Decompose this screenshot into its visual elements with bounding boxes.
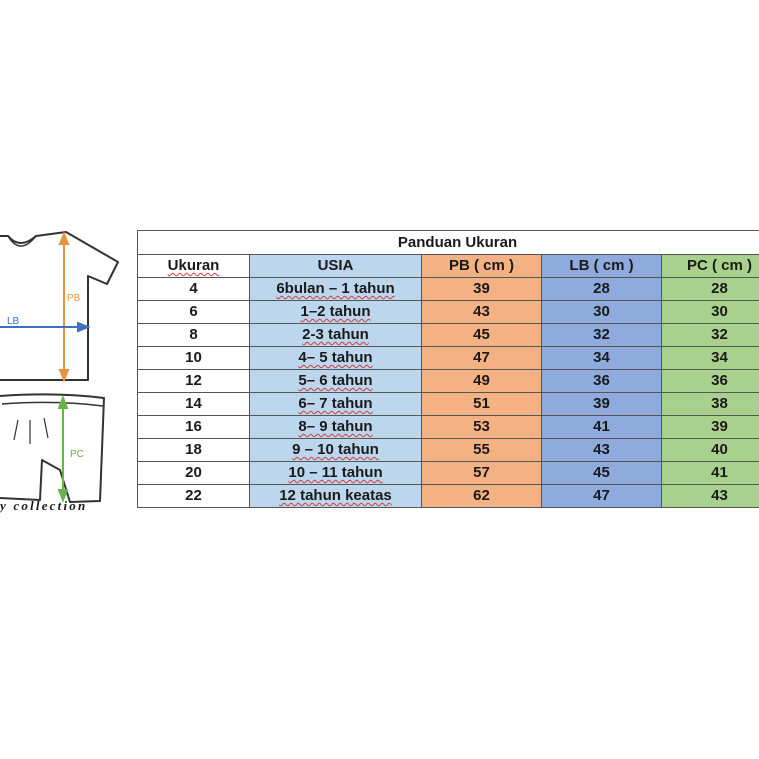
table-body [138,278,759,508]
cell-pb: 57 [422,462,542,485]
cell-usia [250,278,422,301]
cell-pb: 51 [422,393,542,416]
cell-lb: 30 [542,301,662,324]
cell-lb: 34 [542,347,662,370]
cell-usia-text: 6bulan – 1 tahun [276,280,395,297]
cell-usia [250,462,422,485]
cell-pc: 40 [662,439,759,462]
cell-pc: 43 [662,485,759,508]
table-title-row [138,231,759,255]
cell-usia [250,347,422,370]
cell-pb: 43 [422,301,542,324]
table-title: Panduan Ukuran [138,231,759,255]
cell-usia [250,416,422,439]
cell-usia-text: 1–2 tahun [300,303,371,320]
pb-measure-arrow [60,234,68,380]
cell-pb: 49 [422,370,542,393]
cell-ukuran: 6 [138,301,250,324]
brand-watermark: y collection [0,498,88,513]
cell-ukuran: 14 [138,393,250,416]
table-row [138,439,759,462]
tshirt-icon [0,232,118,380]
header-ukuran [138,255,250,278]
cell-ukuran: 10 [138,347,250,370]
cell-lb: 28 [542,278,662,301]
cell-pc: 39 [662,416,759,439]
cell-usia [250,324,422,347]
cell-usia [250,439,422,462]
cell-usia-text: 5– 6 tahun [298,372,373,389]
cell-lb: 43 [542,439,662,462]
header-usia: USIA [250,255,422,278]
cell-pb: 62 [422,485,542,508]
cell-ukuran: 18 [138,439,250,462]
table-row [138,370,759,393]
cell-pc: 32 [662,324,759,347]
table-row [138,347,759,370]
cell-lb: 45 [542,462,662,485]
header-ukuran-label: Ukuran [167,257,220,274]
cell-pc: 38 [662,393,759,416]
cell-usia-text: 6– 7 tahun [298,395,373,412]
cell-pb: 45 [422,324,542,347]
header-pc: PC ( cm ) [662,255,759,278]
cell-lb: 36 [542,370,662,393]
cell-lb: 47 [542,485,662,508]
header-lb: LB ( cm ) [542,255,662,278]
cell-ukuran: 22 [138,485,250,508]
cell-usia [250,301,422,324]
shorts-icon [0,394,104,502]
table-row [138,393,759,416]
cell-usia-text: 4– 5 tahun [298,349,373,366]
cell-usia-text: 8– 9 tahun [298,418,373,435]
cell-ukuran: 20 [138,462,250,485]
lb-label: LB [7,316,20,327]
size-guide-table [137,230,759,508]
table-row [138,301,759,324]
cell-pc: 36 [662,370,759,393]
cell-usia-text: 2-3 tahun [302,326,369,343]
cell-usia-text: 10 – 11 tahun [288,464,383,481]
cell-ukuran: 4 [138,278,250,301]
cell-lb: 39 [542,393,662,416]
table-row [138,462,759,485]
cell-pc: 28 [662,278,759,301]
cell-lb: 32 [542,324,662,347]
cell-ukuran: 8 [138,324,250,347]
cell-pb: 47 [422,347,542,370]
cell-pb: 53 [422,416,542,439]
cell-usia-text: 12 tahun keatas [279,487,392,504]
table-row [138,324,759,347]
table-header-row [138,255,759,278]
cell-lb: 41 [542,416,662,439]
cell-usia [250,485,422,508]
cell-pc: 41 [662,462,759,485]
pb-label: PB [67,293,81,304]
cell-usia-text: 9 – 10 tahun [292,441,379,458]
cell-usia [250,370,422,393]
table-row [138,416,759,439]
cell-pc: 30 [662,301,759,324]
cell-pb: 55 [422,439,542,462]
cell-pb: 39 [422,278,542,301]
cell-ukuran: 16 [138,416,250,439]
cell-pc: 34 [662,347,759,370]
cell-ukuran: 12 [138,370,250,393]
table-row [138,278,759,301]
header-pb: PB ( cm ) [422,255,542,278]
pc-measure-arrow [59,398,67,500]
pc-label: PC [70,449,84,460]
table-row [138,485,759,508]
cell-usia [250,393,422,416]
